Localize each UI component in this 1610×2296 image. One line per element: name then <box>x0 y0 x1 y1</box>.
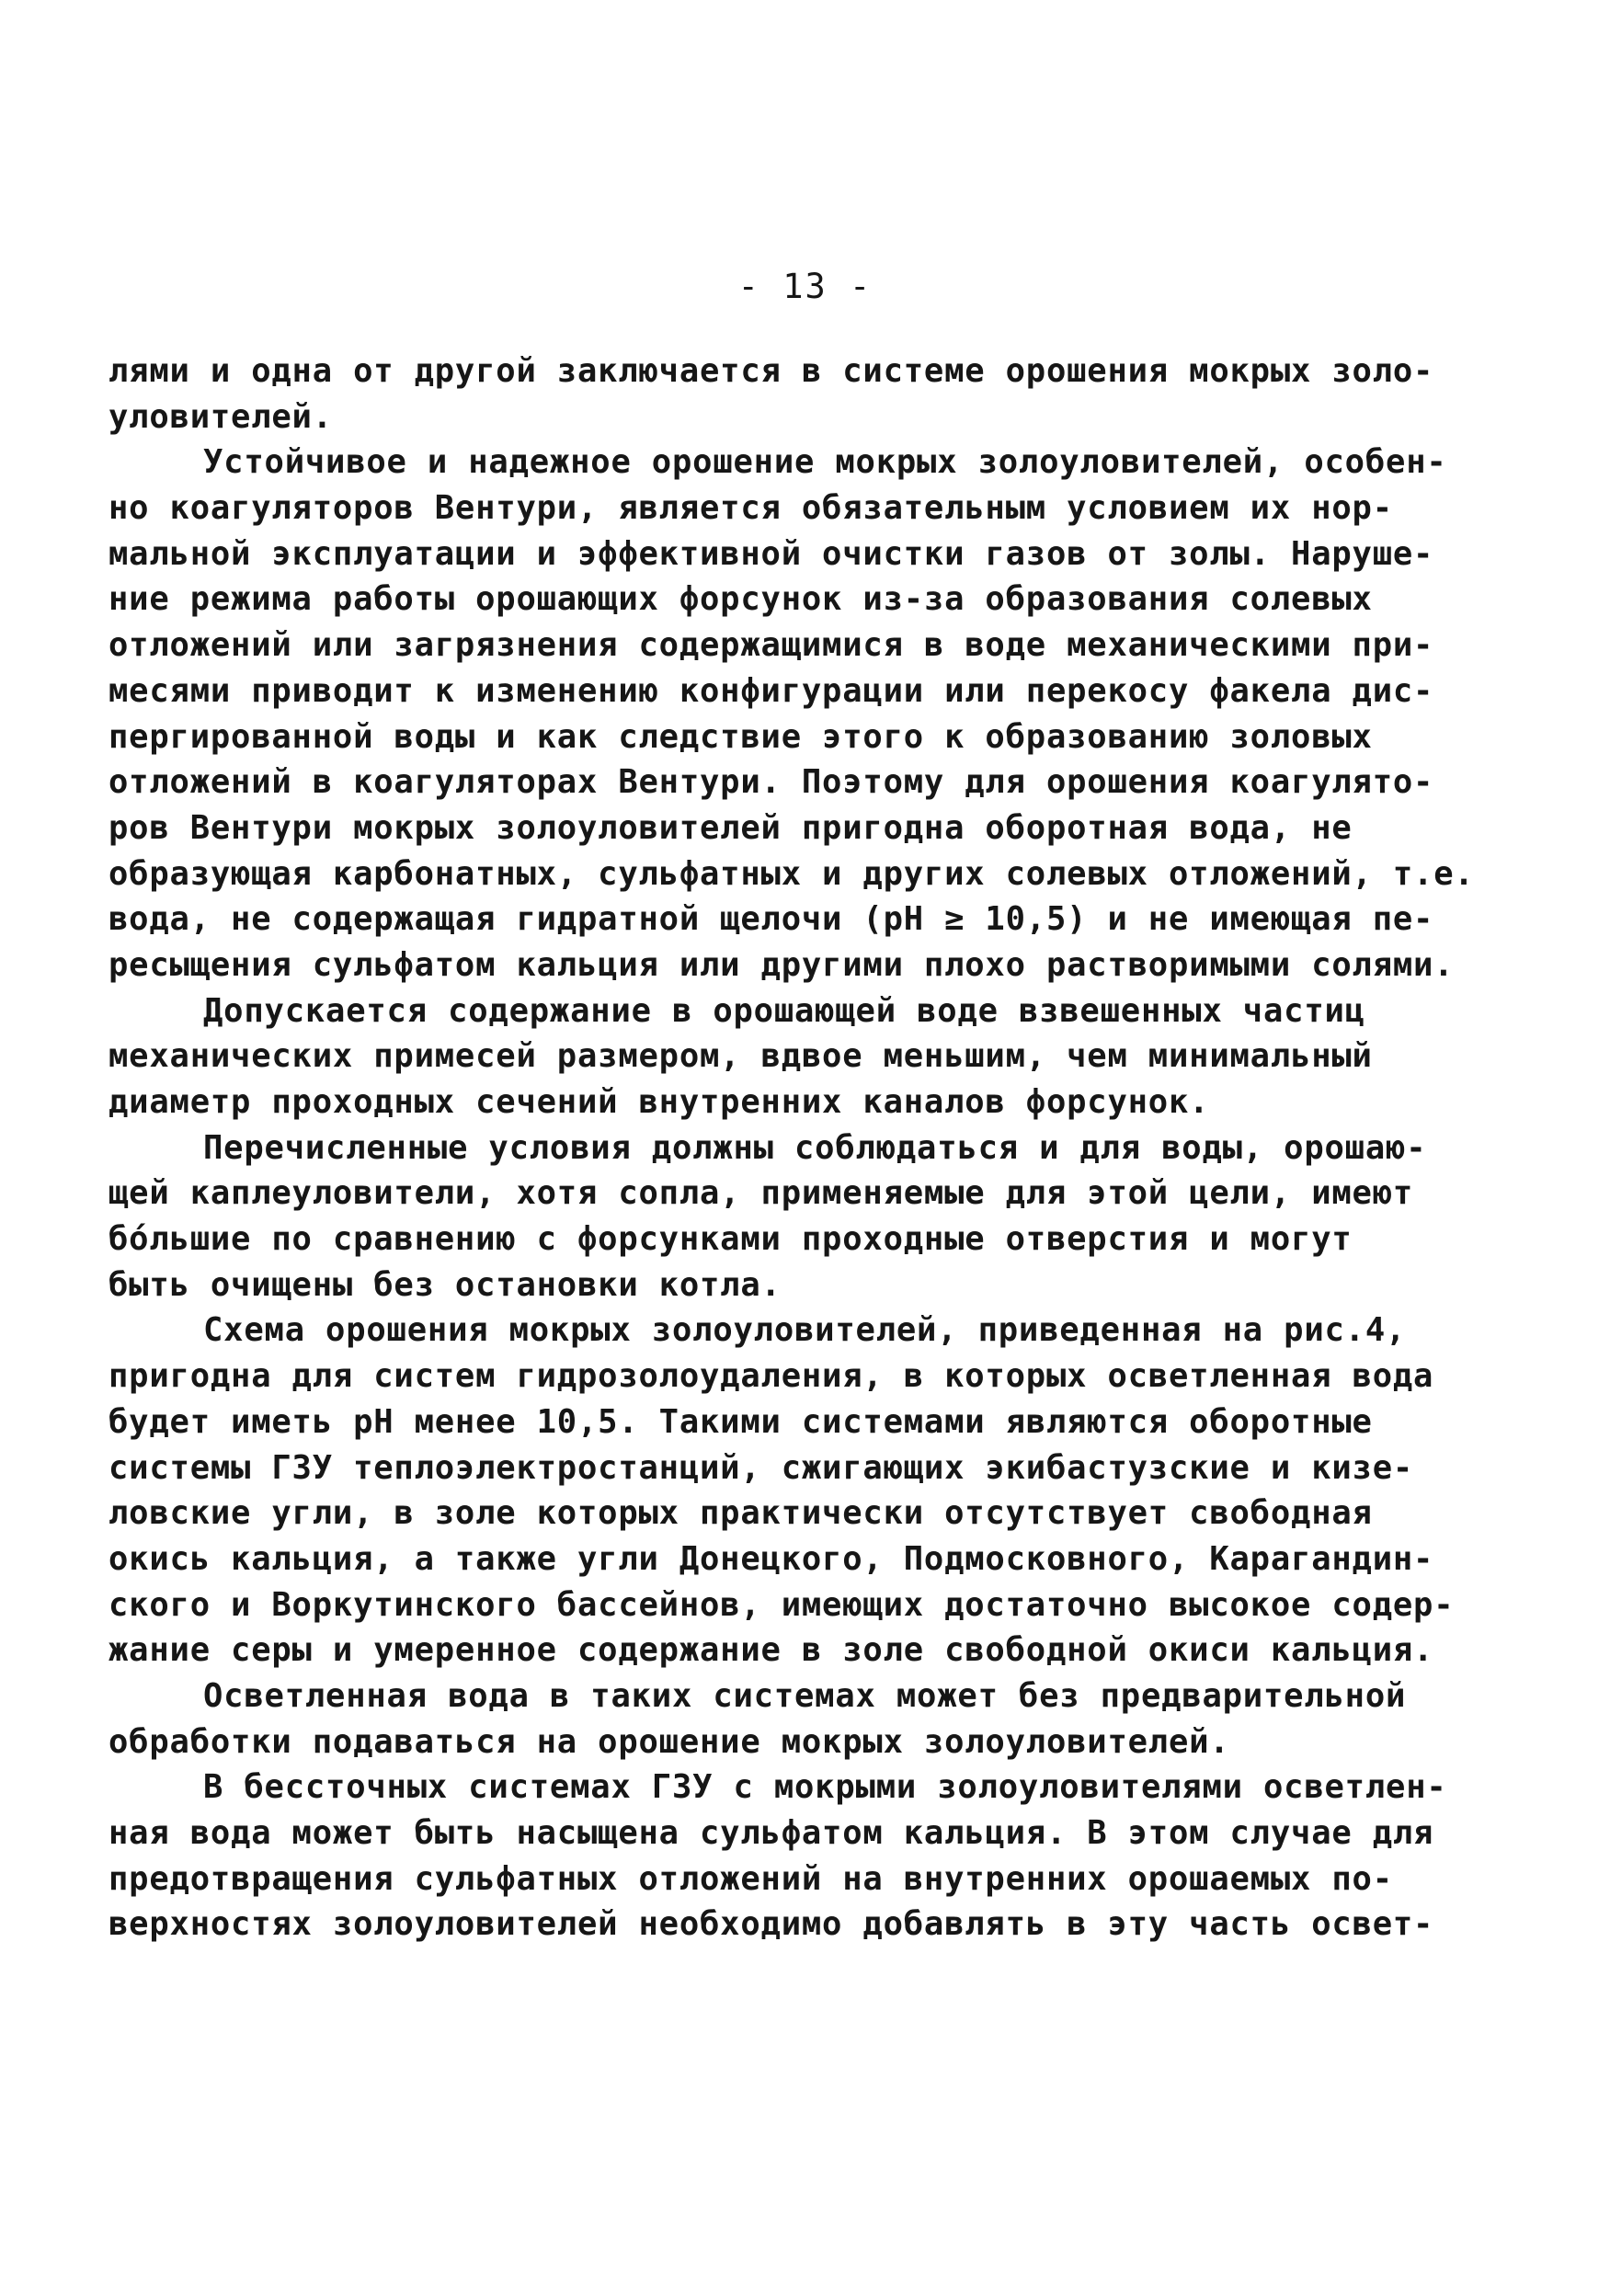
text-line: ние режима работы орошающих форсунок из-за образования солевых <box>108 580 1373 619</box>
text-line: месями приводит к изменению конфигурации или перекосу факела дис- <box>108 671 1434 710</box>
text-line: Перечисленные условия должны соблюдаться и для воды, орошаю- <box>203 1128 1427 1167</box>
text-line: пригодна для систем гидрозолоудаления, в которых осветленная вода <box>108 1357 1434 1396</box>
text-line: уловителей. <box>108 397 333 436</box>
text-line: образующая карбонатных, сульфатных и других солевых отложений, т.е. <box>108 854 1475 893</box>
text-line: щей каплеуловители, хотя сопла, применяемые для этой цели, имеют <box>108 1174 1414 1213</box>
text-line: Устойчивое и надежное орошение мокрых золоуловителей, особен- <box>203 443 1447 482</box>
text-line: ресыщения сульфатом кальция или другими плохо растворимыми солями. <box>108 945 1455 984</box>
text-line: ров Вентури мокрых золоуловителей пригодна оборотная вода, не <box>108 808 1353 847</box>
text-line: будет иметь pH менее 10,5. Такими системами являются оборотные <box>108 1402 1373 1441</box>
text-line: предотвращения сульфатных отложений на внутренних орошаемых по- <box>108 1859 1393 1898</box>
text-line: отложений или загрязнения содержащимися в воде механическими при- <box>108 626 1434 665</box>
text-line: В бессточных системах ГЗУ с мокрыми золоуловителями осветлен- <box>203 1768 1447 1807</box>
text-line: механических примесей размером, вдвое меньшим, чем минимальный <box>108 1037 1373 1076</box>
text-line: обработки подаваться на орошение мокрых золоуловителей. <box>108 1722 1230 1761</box>
text-line: быть очищены без остановки котла. <box>108 1265 782 1304</box>
text-line: Допускается содержание в орошающей воде взвешенных частиц <box>203 991 1365 1030</box>
body-text <box>108 348 1475 1948</box>
text-line: жание серы и умеренное содержание в золе свободной окиси кальция. <box>108 1631 1434 1670</box>
text-line: ского и Воркутинского бассейнов, имеющих достаточно высокое содер- <box>108 1585 1455 1624</box>
text-line: но коагуляторов Вентури, является обязательным условием их нор- <box>108 489 1393 528</box>
text-line: ловские угли, в золе которых практически отсутствует свободная <box>108 1494 1373 1533</box>
text-line: диаметр проходных сечений внутренних каналов форсунок. <box>108 1083 1210 1121</box>
text-line: пергированной воды и как следствие этого к образованию золовых <box>108 717 1373 756</box>
text-line: Осветленная вода в таких системах может без предварительной <box>203 1676 1407 1715</box>
text-line: бóльшие по сравнению с форсунками проходные отверстия и могут <box>108 1220 1353 1259</box>
text-line: отложений в коагуляторах Вентури. Поэтому для орошения коагулято- <box>108 763 1434 802</box>
text-line: ная вода может быть насыщена сульфатом кальция. В этом случае для <box>108 1814 1434 1852</box>
page-number: - 13 - <box>737 267 873 306</box>
text-line: окись кальция, а также угли Донецкого, Подмосковного, Карагандин- <box>108 1539 1434 1578</box>
text-line: Схема орошения мокрых золоуловителей, приведенная на рис.4, <box>203 1311 1407 1350</box>
text-line: верхностях золоуловителей необходимо добавлять в эту часть освет- <box>108 1905 1434 1944</box>
text-line: вода, не содержащая гидратной щелочи (pH ≥ 10,5) и не имеющая пе- <box>108 900 1434 939</box>
text-line: системы ГЗУ теплоэлектростанций, сжигающих экибастузские и кизе- <box>108 1448 1414 1487</box>
text-line: лями и одна от другой заключается в системе орошения мокрых золо- <box>108 352 1434 390</box>
text-line: мальной эксплуатации и эффективной очистки газов от золы. Наруше- <box>108 534 1434 573</box>
